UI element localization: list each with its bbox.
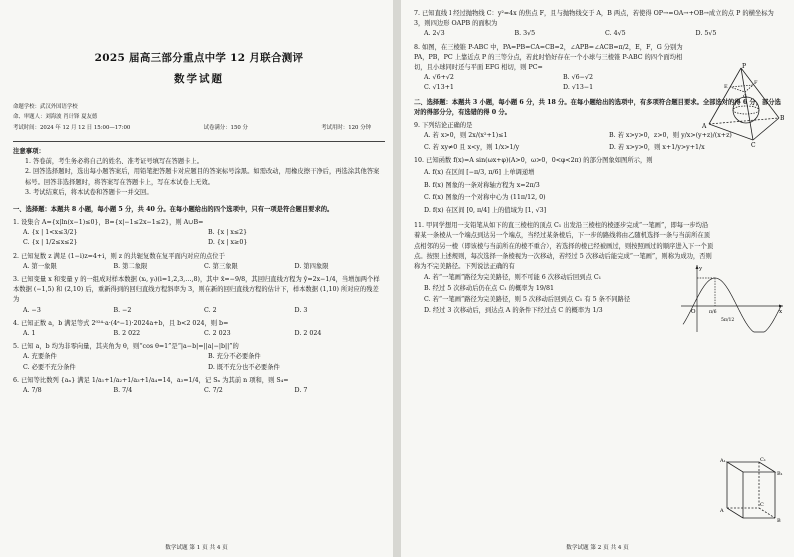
notice-item: 1. 答卷前，考生务必将自己的姓名、准考证号填写在答题卡上。 [25, 158, 204, 166]
vertex-label-c: C [760, 502, 764, 508]
question-3 [13, 275, 385, 316]
vertex-label-c1: C₁ [760, 457, 766, 463]
question-stem: 6. 已知等比数列 {aₙ} 满足 1/a₁+1/a₂+1/a₃+1/a₄=14，a₃=1/4，记 Sₙ 为其前 n 项和，则 S₄= [13, 376, 289, 384]
exam-page-1 [0, 0, 393, 557]
graph-x-label: x [779, 309, 783, 315]
option-b: B. −2 [113, 306, 132, 314]
option-d: D. √13−1 [563, 84, 594, 92]
vertex-label-p: P [742, 63, 747, 70]
option-b: B. f(x) 图象的一条对称轴方程为 x=2π/3 [424, 181, 540, 189]
option-a: A. √6+√2 [424, 74, 454, 82]
meta-time-line [13, 123, 385, 133]
option-b: B. √6−√2 [563, 74, 593, 82]
option-d: D. 经过 3 次移动后，到达点 A 的条件下经过点 C 的概率为 1/3 [424, 307, 603, 315]
notice-title: 注意事项： [13, 146, 45, 155]
exam-meta [13, 102, 385, 133]
vertex-label-a1: A₁ [720, 458, 726, 464]
question-2 [13, 252, 385, 272]
question-7 [414, 9, 786, 40]
question-stem: 4. 已知正数 a，b 满足等式 2⁰²⁴·a·(4ᵃ−1)·2024a+b，且 b<2 024，则 b= [13, 319, 229, 327]
vertex-label-e: E [724, 84, 728, 90]
option-c: C. 若 xy≠0 且 x<y，则 1/x>1/y [424, 144, 520, 152]
question-stem: 9. 下列结论正确的是 [414, 121, 473, 129]
option-a: A. 1 [23, 329, 36, 337]
option-c: C. √13+1 [424, 84, 454, 92]
vertex-label-f: F [754, 80, 758, 86]
option-b: B. 7/4 [113, 386, 133, 394]
option-d: D. {x | x≥0} [208, 239, 248, 247]
question-list [13, 218, 385, 396]
page-gutter [393, 0, 401, 557]
graph-y-label: y [699, 266, 703, 272]
question-10 [414, 156, 786, 218]
notice-item: 3. 考试结束后，将本试卷和答题卡一并交回。 [25, 188, 153, 196]
option-a: A. 2√3 [424, 30, 445, 38]
question-1 [13, 218, 385, 249]
question-options [13, 306, 385, 316]
option-a: A. 若 x>0，则 2x/(x²+1)≤1 [424, 132, 508, 140]
option-c: C. 7/2 [204, 386, 223, 394]
exam-subject: 数学试题 [174, 73, 224, 85]
option-d: D. 2 024 [294, 329, 322, 337]
question-options [13, 228, 385, 248]
option-d: D. f(x) 在区间 [0, π/4] 上的值域为 [1, √3] [424, 207, 547, 215]
option-c: C. 2 [204, 306, 217, 314]
exam-title: 2025 届高三部分重点中学 12 月联合测评 [94, 52, 304, 64]
vertex-label-c: C [751, 142, 756, 148]
prism-figure [719, 456, 787, 526]
graph-tick-5pi12: 5π/12 [721, 318, 735, 323]
exam-page-2 [401, 0, 794, 557]
page-footer: 数学试题 第 1 页 共 4 页 [165, 544, 228, 551]
vertex-label-g: G [743, 94, 747, 100]
page-1-content [13, 0, 385, 396]
option-b: B. {x | x≤2} [208, 229, 248, 237]
option-a: A. 7/8 [23, 386, 42, 394]
page-footer: 数学试题 第 2 页 共 4 页 [566, 544, 629, 551]
option-c: C. {x | 1/2≤x≤2} [23, 239, 78, 247]
header-divider [13, 141, 385, 142]
question-options [13, 352, 385, 372]
option-a: A. 充要条件 [23, 353, 57, 361]
option-a: A. {x | 1<x≤3/2} [23, 229, 78, 237]
section-1-heading: 一、选择题：本题共 8 小题，每小题 5 分，共 40 分。在每小题给出的四个选项中，只有一项是符合题目要求的。 [13, 205, 334, 213]
option-d: D. 既不充分也不必要条件 [208, 363, 280, 371]
question-options [414, 29, 786, 39]
question-options [414, 272, 714, 316]
option-a: A. f(x) 在区间 [−π/3, π/6] 上单调递增 [424, 168, 535, 176]
option-a: A. 若“一笔画”路径为完美路径，则不可能 6 次移动后回到点 C₁ [424, 274, 602, 282]
option-c: C. 2 023 [204, 329, 231, 337]
option-c: C. 第三象限 [204, 262, 238, 270]
meta-full-score: 试卷满分：150 分 [203, 124, 248, 131]
question-4 [13, 319, 385, 339]
question-stem: 5. 已知 a，b 均为非零向量，其夹角为 θ，则“cos θ=1”是“|a−b|=||a|−|b||”的 [13, 343, 239, 351]
option-d: D. 7 [294, 386, 308, 394]
meta-school: 命题学校：武汉外国语学校 [13, 104, 78, 110]
graph-tick-pi6: π/6 [709, 310, 717, 315]
question-options [13, 329, 385, 339]
option-d: D. 3 [294, 306, 308, 314]
question-options [13, 262, 385, 272]
option-a: A. 第一象限 [23, 262, 57, 270]
option-b: B. 经过 5 次移动后仍在点 C₁ 的概率为 19/81 [424, 285, 554, 293]
option-d: D. 第四象限 [294, 262, 329, 270]
question-6 [13, 376, 385, 396]
question-stem: 7. 已知直线 l 经过抛物线 C：y²=4x 的焦点 F，且与抛物线交于 A，B 两点，若使得 OP→=OA→+OB→成立的点 P 的横坐标为 3，则四边形 OAPB 的面积为 [414, 10, 774, 28]
question-stem: 11. 甲同学想用一支铅笔从如下的直三棱柱的顶点 C₁ 出发沿三棱柱的棱逐步完成“一笔画”，即每一步均沿着某一条棱从一个端点到达另一个端点，当经过某条棱后，下一步的路线将由乙随机选择一条与当前所在顶点相邻的另一棱（即该棱与当前所在的棱不重合），若选择的棱已经被画过，则按照画过的顺序进入下一个顶点。按照上述规则，每次选择一条棱视为一次移动，若经过 5 次移动后能完成“一笔画”，则称为成功，否则称为不完美路径。下列说法正确的有 [414, 222, 714, 270]
meta-duration: 考试用时：120 分钟 [321, 124, 371, 131]
question-options [414, 73, 694, 93]
question-options [414, 167, 676, 219]
question-5 [13, 342, 385, 373]
vertex-label-a: A [720, 508, 724, 514]
option-b: B. 2 022 [113, 329, 141, 337]
option-b: B. 若 x>y>0，z>0，则 y/x>(y+z)/(x+z) [609, 132, 732, 140]
vertex-label-a: A [702, 123, 707, 130]
option-d: D. 若 x>y>0，则 x+1/y>y+1/x [609, 144, 705, 152]
meta-exam-time: 考试时间：2024 年 12 月 12 日 15:00—17:00 [13, 124, 131, 131]
question-stem: 3. 已知变量 x 和变量 y 的一组成对样本数据 (xᵢ, yᵢ)(i=1,2,3,…,8)，其中 x̄=−9/8，其回归直线方程为 ŷ=2x−1/4，当增加两个样本数据 (−1,5) 和 (2,10) 后，重新得到的回归直线方程斜率为 3，则在新的回归直线方程的估计下，样本数据 (1,10) 所对应的残差为 [13, 276, 380, 304]
graph-origin-label: O [691, 309, 696, 315]
question-stem: 8. 如图，在三棱锥 P-ABC 中，PA=PB=CA=CB=2，∠APB=∠ACB=π/2，E，F，G 分别为 PA，PB，PC 上靠近点 P 的三等分点，若此时恰好存在一个小球与三棱锥 P-ABC 的四个面均相切，且小球同时还与平面 EFG 相切，则 PC= [414, 43, 683, 71]
section-2-heading: 二、选择题：本题共 3 小题，每小题 6 分，共 18 分。在每小题给出的选项中，有多项符合题目要求。全部选对的得 6 分，部分选对的得部分分，有选错的得 0 分。 [414, 98, 781, 116]
question-stem: 1. 设集合 A={x|ln(x−1)≤0}，B={x|−1≤2x−1≤2}，则 A∪B= [13, 219, 204, 227]
sine-graph-figure [679, 262, 787, 334]
option-d: D. 5√5 [695, 30, 717, 38]
question-stem: 10. 已知函数 f(x)=A sin(ωx+φ)(A>0，ω>0，0<φ<2π) 的部分图象如图所示，则 [414, 157, 653, 165]
sine-curve [683, 278, 781, 332]
notice-item: 2. 回答选择题时，选出每小题答案后，用铅笔把答题卡对应题目的答案标号涂黑。如需改动，用橡皮擦干净后，再选涂其他答案标号。回答非选择题时，将答案写在答题卡上，写在本试卷上无效。 [25, 168, 380, 186]
option-b: B. 第二象限 [113, 262, 148, 270]
tetrahedron-figure [701, 62, 787, 148]
option-c: C. 若“一笔画”路径为完美路径，则 5 次移动后回到点 C₁ 有 5 条不同路径 [424, 296, 631, 304]
question-options [13, 386, 385, 396]
option-b: B. 3√5 [514, 30, 536, 38]
option-c: C. f(x) 图象的一个对称中心为 (11π/12, 0) [424, 194, 546, 202]
option-c: C. 4√5 [605, 30, 626, 38]
option-a: A. −3 [23, 306, 41, 314]
vertex-label-b: B [780, 115, 785, 122]
meta-authors: 命、审题人：刘海波 肖计锋 夏友德 [13, 114, 98, 121]
vertex-label-b: B [777, 518, 781, 524]
option-c: C. 必要不充分条件 [23, 363, 76, 371]
vertex-label-b1: B₁ [777, 471, 783, 477]
option-b: B. 充分不必要条件 [208, 353, 261, 361]
question-stem: 2. 已知复数 z 满足 (1−i)z=4+i，则 z 的共轭复数在复平面内对应的点位于 [13, 252, 225, 260]
